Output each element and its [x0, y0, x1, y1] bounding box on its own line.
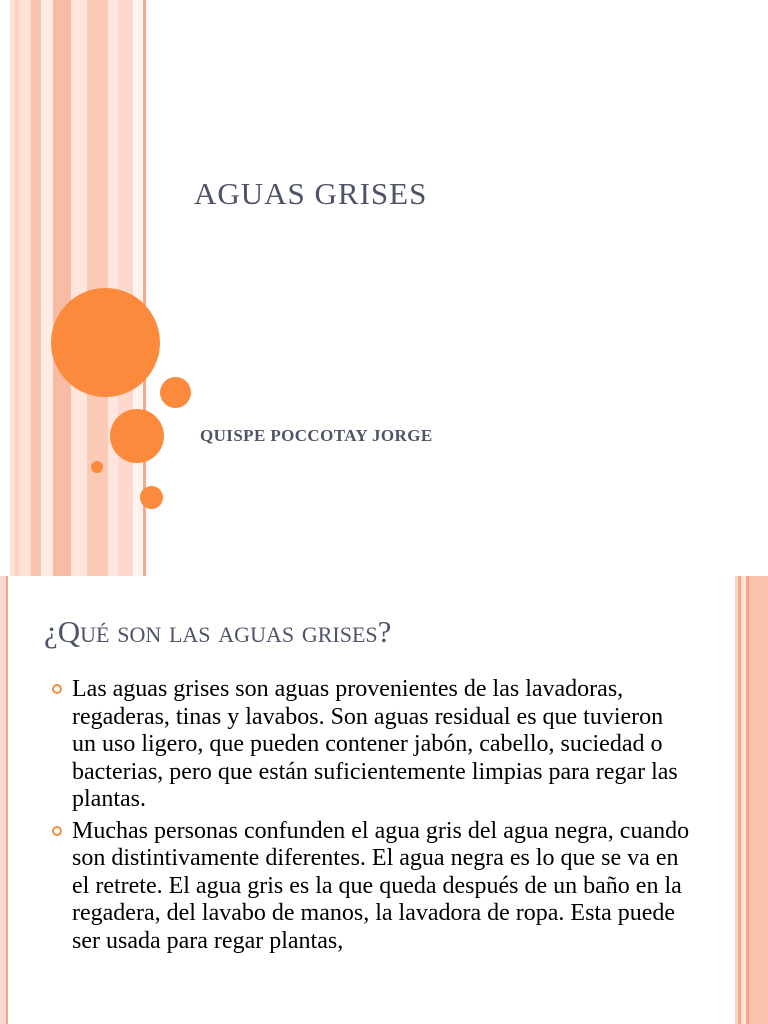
decorative-stripe [31, 0, 41, 576]
decorative-stripe [53, 0, 71, 576]
decorative-stripe [6, 576, 8, 1024]
bullet-list [52, 676, 692, 959]
list-item [52, 818, 692, 956]
decorative-stripe [71, 0, 87, 576]
slide-author: QUISPE POCCOTAY JORGE [200, 426, 433, 445]
bullet-text: Muchas personas confunden el agua gris del agua negra, cuando son distintivamente diferentes. El agua negra es lo que se va en el retrete. El agua gris es la que queda después de un baño en la regadera, del lavabo de manos, la lavadora de ropa. Esta puede ser usada para regar plantas, [72, 817, 690, 954]
slide-content [0, 576, 768, 1024]
slide-heading: ¿Qué son las aguas grises? [44, 614, 392, 649]
slide-title-text: AGUAS GRISES [194, 176, 428, 211]
decorative-circle-small [160, 377, 191, 408]
list-item [52, 676, 692, 814]
decorative-circle-tiny [91, 461, 103, 473]
decorative-stripe [118, 0, 133, 576]
decorative-circle-medium [110, 409, 164, 463]
decorative-circle-large [51, 288, 160, 397]
decorative-stripe [41, 0, 53, 576]
circle-bullet-icon [52, 684, 62, 694]
bullet-text: Las aguas grises son aguas provenientes de las lavadoras, regaderas, tinas y lavabos. Son aguas residual es que tuvieron un uso ligero, que pueden contener jabón, cabello, suciedad o bacterias, pero que están suficientemente limpias para regar las plantas. [72, 676, 678, 812]
decorative-stripe [19, 0, 31, 576]
circle-bullet-icon [52, 826, 62, 836]
decorative-stripe [749, 576, 768, 1024]
decorative-circle-small [140, 486, 163, 509]
